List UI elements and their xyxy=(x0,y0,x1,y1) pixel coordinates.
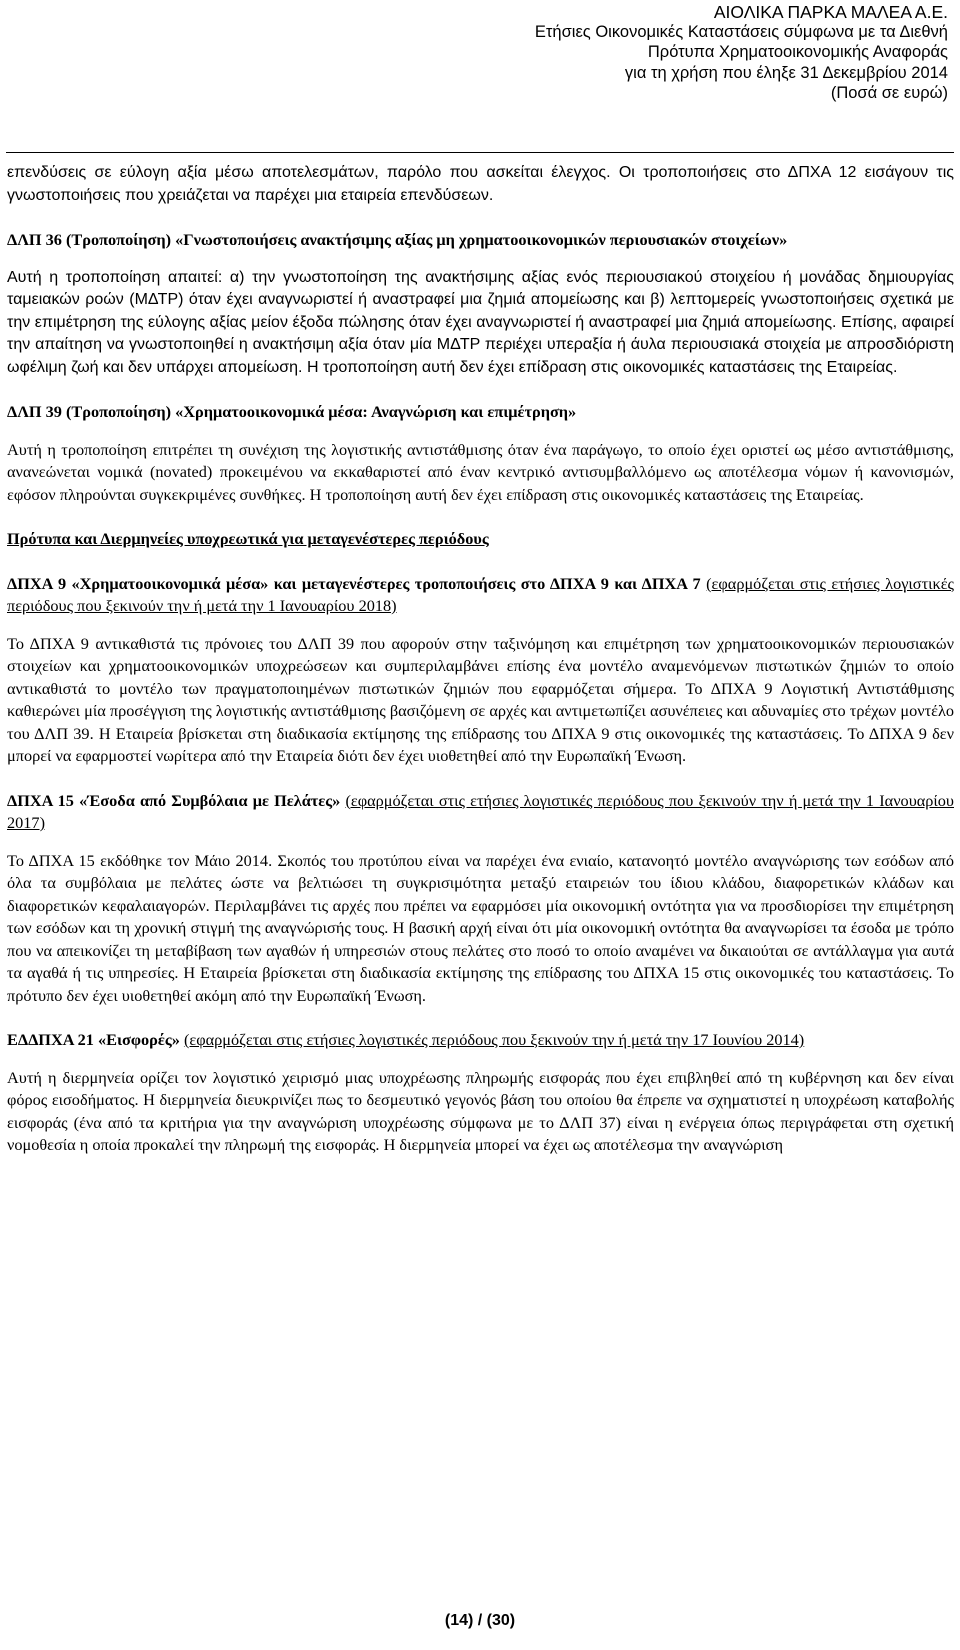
company-name: ΑΙΟΛΙΚΑ ΠΑΡΚΑ ΜΑΛΕΑ Α.Ε. xyxy=(713,2,948,22)
ifrs15-effective-note: (εφαρμόζεται στις ετήσιες λογιστικές περιόδους που ξεκινούν την ή μετά την 1 Ιανουαρίου 2017) xyxy=(7,790,954,832)
ifric21-heading-block xyxy=(7,1029,954,1052)
ifrs15-paragraph: Το ΔΠΧΑ 15 εκδόθηκε τον Μάιο 2014. Σκοπός του προτύπου είναι να παρέχει ένα ενιαίο, κατανοητό μοντέλο αναγνώρισης των εσόδων από όλα τα συμβόλαια με πελάτες ώστε να βελτιώσει τη συγκρισιμότητα μεταξύ εταιρειών του ίδιου κλάδου, διαφορετικών κλάδων και διαφορετικών κεφαλαιαγορών. Περιλαμβάνει τις αρχές που πρέπει να εφαρμόσει μία οικονομική οντότητα για να προσδιορίσει την επιμέτρηση των εσόδων και τη χρονική στιγμή της αναγνώρισής τους. Η βασική αρχή είναι ότι μία οικονομική οντότητα θα αναγνωρίσει τα έσοδα με τρόπο που να απεικονίζει τη μεταβίβαση των αγαθών ή υπηρεσιών στους πελάτες στο ποσό το οποίο αναμένει να δικαιούται σε αντάλλαγμα για αυτά τα αγαθά ή τις υπηρεσίες. Η Εταιρεία βρίσκεται στη διαδικασία εκτίμησης της επίδρασης του ΔΠΧΑ 15 στις οικονομικές του καταστάσεις. Το πρότυπο δεν έχει υιοθετηθεί ακόμη από την Ευρωπαϊκή Ένωση. xyxy=(7,850,954,1005)
header-line-5: (Ποσά σε ευρώ) xyxy=(830,83,948,102)
ifrs9-heading: ΔΠΧΑ 9 «Χρηματοοικονομικά μέσα» και μεταγενέστερες τροποποιήσεις στο ΔΠΧΑ 9 και ΔΠΧΑ 7 xyxy=(7,573,701,593)
ifric21-paragraph: Αυτή η διερμηνεία ορίζει τον λογιστικό χειρισμό μιας υποχρέωσης πληρωμής εισφοράς που έχει επιβληθεί από τη κυβέρνηση και δεν είναι φόρος εισοδήματος. Η διερμηνεία διευκρινίζει πως το δεσμευτικό γεγονός βάση του οποίου θα έπρεπε να σχηματιστεί η υποχρέωση καταβολής εισφοράς (ένα από τα κριτήρια για την αναγνώριση υποχρέωσης σύμφωνα με το ΔΛΠ 37) είναι η ενέργεια όπως περιγράφεται στη σχετική νομοθεσία η οποία προκαλεί την πληρωμή της εισφοράς. Η διερμηνεία μπορεί να έχει ως αποτέλεσμα την αναγνώριση xyxy=(7,1067,954,1154)
header-divider xyxy=(6,152,954,153)
ifrs9-paragraph: Το ΔΠΧΑ 9 αντικαθιστά τις πρόνοιες του ΔΛΠ 39 που αφορούν στην ταξινόμηση και επιμέτρηση των χρηματοοικονομικών περιουσιακών στοιχείων και χρηματοοικονομικών υποχρεώσεων και συμπεριλαμβάνει επίσης ένα μοντέλο αναμενόμενων πιστωτικών ζημιών το οποίο αντικαθιστά το μοντέλο των πραγματοποιημένων πιστωτικών ζημιών που εφαρμόζεται σήμερα. Το ΔΠΧΑ 9 Λογιστική Αντιστάθμισης καθιερώνει μία προσέγγιση της λογιστικής αντιστάθμισης βασιζόμενη σε αρχές και αντιμετωπίζει ασυνέπειες και αδυναμίες στο τρέχων μοντέλο του ΔΛΠ 39. Η Εταιρεία βρίσκεται στη διαδικασία εκτίμησης της επίδρασης του ΔΠΧΑ 9 στις οικονομικές της καταστάσεις. Το ΔΠΧΑ 9 δεν μπορεί να εφαρμοστεί νωρίτερα από την Εταιρεία διότι δεν έχει υιοθετηθεί από την Ευρωπαϊκή Ένωση. xyxy=(7,633,954,765)
page-number: (14) / (30) xyxy=(444,1612,516,1629)
ifrs15-heading-block xyxy=(7,790,954,835)
header-line-4: για τη χρήση που έληξε 31 Δεκεμβρίου 2014 xyxy=(624,63,948,82)
ias36-paragraph: Αυτή η τροποποίηση απαιτεί: α) την γνωστοποίηση της ανακτήσιμης αξίας ενός περιουσιακού στοιχείου ή μονάδας δημιουργίας ταμειακών ροών (ΜΔΤΡ) όταν έχει αναγνωριστεί ή αναστραφεί μια ζημιά απομείωσης και β) λεπτομερείς γνωστοποιήσεις σχετικά με την επιμέτρηση της εύλογης αξίας μείον έξοδα πώλησης όταν έχει αναγνωριστεί ή αναστραφεί μια ζημιά απομείωσης. Επίσης, αφαιρεί την απαίτηση να γνωστοποιηθεί η ανακτήσιμη αξία όταν μία ΜΔΤΡ περιέχει υπεραξία ή άυλα περιουσιακά στοιχεία με απροσδιόριστη ωφέλιμη ζωή και δεν υπάρχει απομείωση. Η τροποποίηση αυτή δεν έχει επίδραση στις οικονομικές καταστάσεις της Εταιρείας. xyxy=(7,268,954,376)
ifric21-heading: ΕΔΔΠΧΑ 21 «Εισφορές» xyxy=(7,1030,180,1049)
header-line-3: Πρότυπα Χρηματοοικονομικής Αναφοράς xyxy=(647,43,948,62)
ias36-heading: ΔΛΠ 36 (Τροποποίηση) «Γνωστοποιήσεις ανακτήσιμης αξίας μη χρηματοοικονομικών περιουσιακών στοιχείων» xyxy=(7,230,788,249)
ifrs9-heading-block xyxy=(7,573,954,618)
intro-paragraph: επενδύσεις σε εύλογη αξία μέσω αποτελεσμάτων, παρόλο που ασκείται έλεγχος. Οι τροποποιήσεις στο ΔΠΧΑ 12 εισάγουν τις γνωστοποιήσεις που χρειάζεται να παρέχει μια εταιρεία επενδύσεων. xyxy=(7,164,954,204)
ias39-heading: ΔΛΠ 39 (Τροποποίηση) «Χρηματοοικονομικά μέσα: Αναγνώριση και επιμέτρηση» xyxy=(7,402,577,421)
page-header xyxy=(535,2,948,103)
ias39-paragraph: Αυτή η τροποποίηση επιτρέπει τη συνέχιση της λογιστικής αντιστάθμισης όταν ένα παράγωγο, το οποίο έχει οριστεί ως μέσο αντιστάθμισης, ανανεώνεται νομικά (novated) προκειμένου να εκκαθαριστεί από έναν κεντρικό αντισυμβαλλόμενο ως αποτέλεσμα νόμων ή κανονισμών, εφόσον πληρούνται συγκεκριμένες συνθήκες. Η τροποποίηση αυτή δεν έχει επίδραση στις οικονομικές καταστάσεις της Εταιρείας. xyxy=(7,439,954,504)
ifrs9-effective-note: (εφαρμόζεται στις ετήσιες λογιστικές περιόδους που ξεκινούν την ή μετά την 1 Ιανουαρίου 2018) xyxy=(7,573,954,615)
document-body xyxy=(7,162,954,1157)
section-heading: Πρότυπα και Διερμηνείες υποχρεωτικά για μεταγενέστερες περιόδους xyxy=(7,529,489,548)
ifrs15-heading: ΔΠΧΑ 15 «Έσοδα από Συμβόλαια με Πελάτες» xyxy=(7,790,341,810)
ifric21-effective-note: (εφαρμόζεται στις ετήσιες λογιστικές περιόδους που ξεκινούν την ή μετά την 17 Ιουνίου 2014) xyxy=(183,1030,805,1049)
header-line-2: Ετήσιες Οικονομικές Καταστάσεις σύμφωνα με τα Διεθνή xyxy=(534,23,948,42)
